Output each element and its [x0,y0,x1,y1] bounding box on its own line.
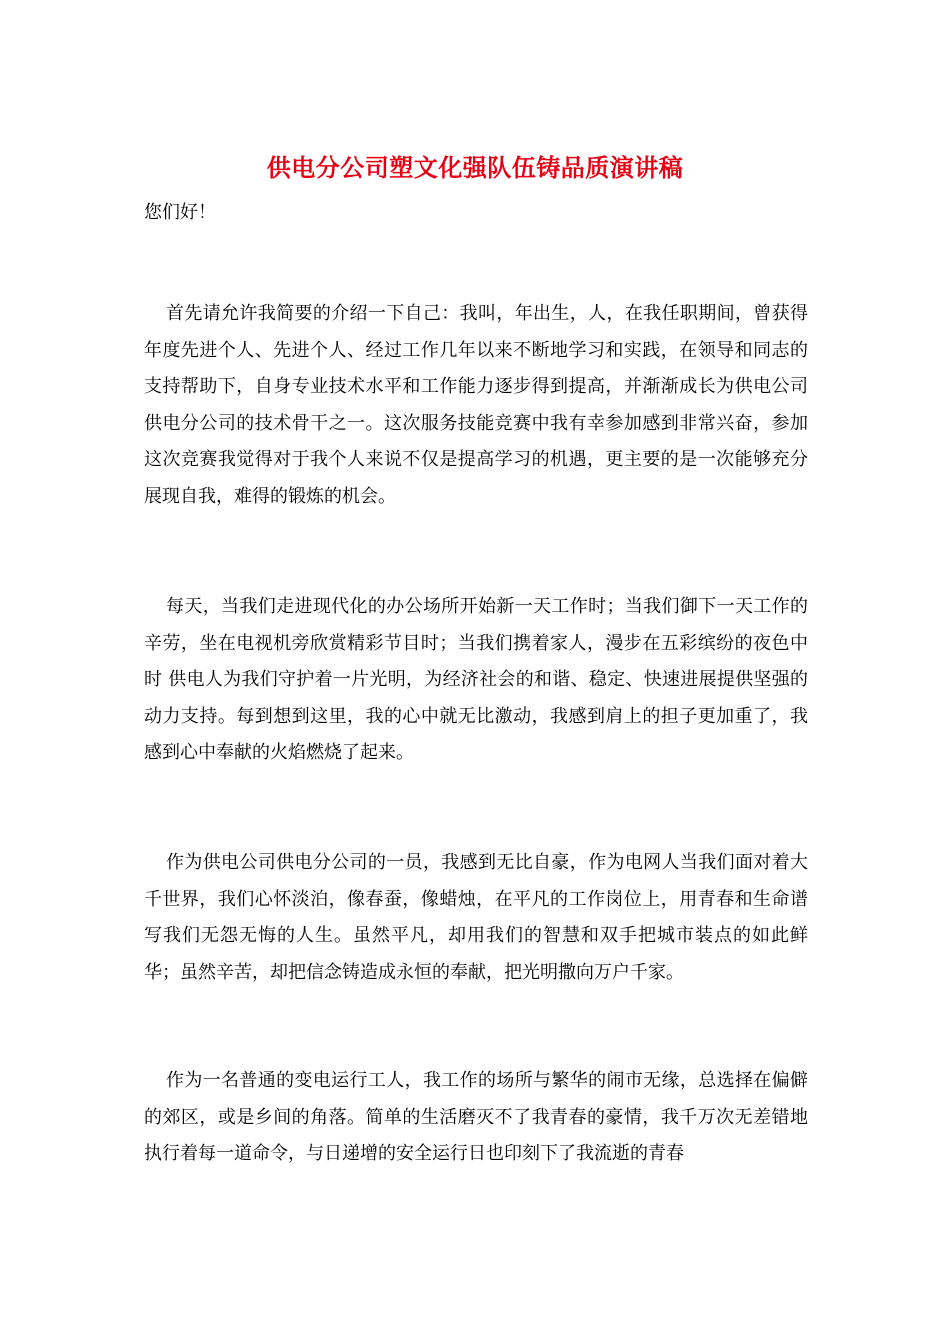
paragraph-3: 作为供电公司供电分公司的一员，我感到无比自豪，作为电网人当我们面对着大千世界，我们心怀淡泊，像春蚕，像蜡烛，在平凡的工作岗位上，用青春和生命谱写我们无怨无悔的人生。虽然平凡，却用我们的智慧和双手把城市装点的如此鲜华；虽然辛苦，却把信念铸造成永恒的奉献，把光明撒向万户千家。 [144,852,808,983]
paragraph-4: 作为一名普通的变电运行工人，我工作的场所与繁华的闹市无缘，总选择在偏僻的郊区，或是乡间的角落。简单的生活磨灭不了我青春的豪情，我千万次无差错地执行着每一道命令，与日递增的安全运行日也印刻下了我流逝的青春 [144,1070,808,1164]
greeting-text: 您们好！ [144,202,216,223]
paragraph-2: 每天，当我们走进现代化的办公场所开始新一天工作时；当我们御下一天工作的辛劳，坐在电视机旁欣赏精彩节目时；当我们携着家人，漫步在五彩缤纷的夜色中时 供电人为我们守护着一片光明，为经济社会的和谐、稳定、快速进展提供坚强的动力支持。每到想到这里，我的心中就无比激动，我感到肩上的担子更加重了，我感到心中奉献的火焰燃烧了起来。 [144,596,808,763]
paragraph-1: 首先请允许我简要的介绍一下自己：我叫，年出生，人，在我任职期间，曾获得年度先进个人、先进个人、经过工作几年以来不断地学习和实践，在领导和同志的支持帮助下，自身专业技术水平和工作能力逐步得到提高，并渐渐成长为供电公司供电分公司的技术骨干之一。这次服务技能竞赛中我有幸参加感到非常兴奋，参加这次竞赛我觉得对于我个人来说不仅是提高学习的机遇，更主要的是一次能够充分展现自我，难得的锻炼的机会。 [144,303,808,507]
document-title: 供电分公司塑文化强队伍铸品质演讲稿 [266,153,684,182]
